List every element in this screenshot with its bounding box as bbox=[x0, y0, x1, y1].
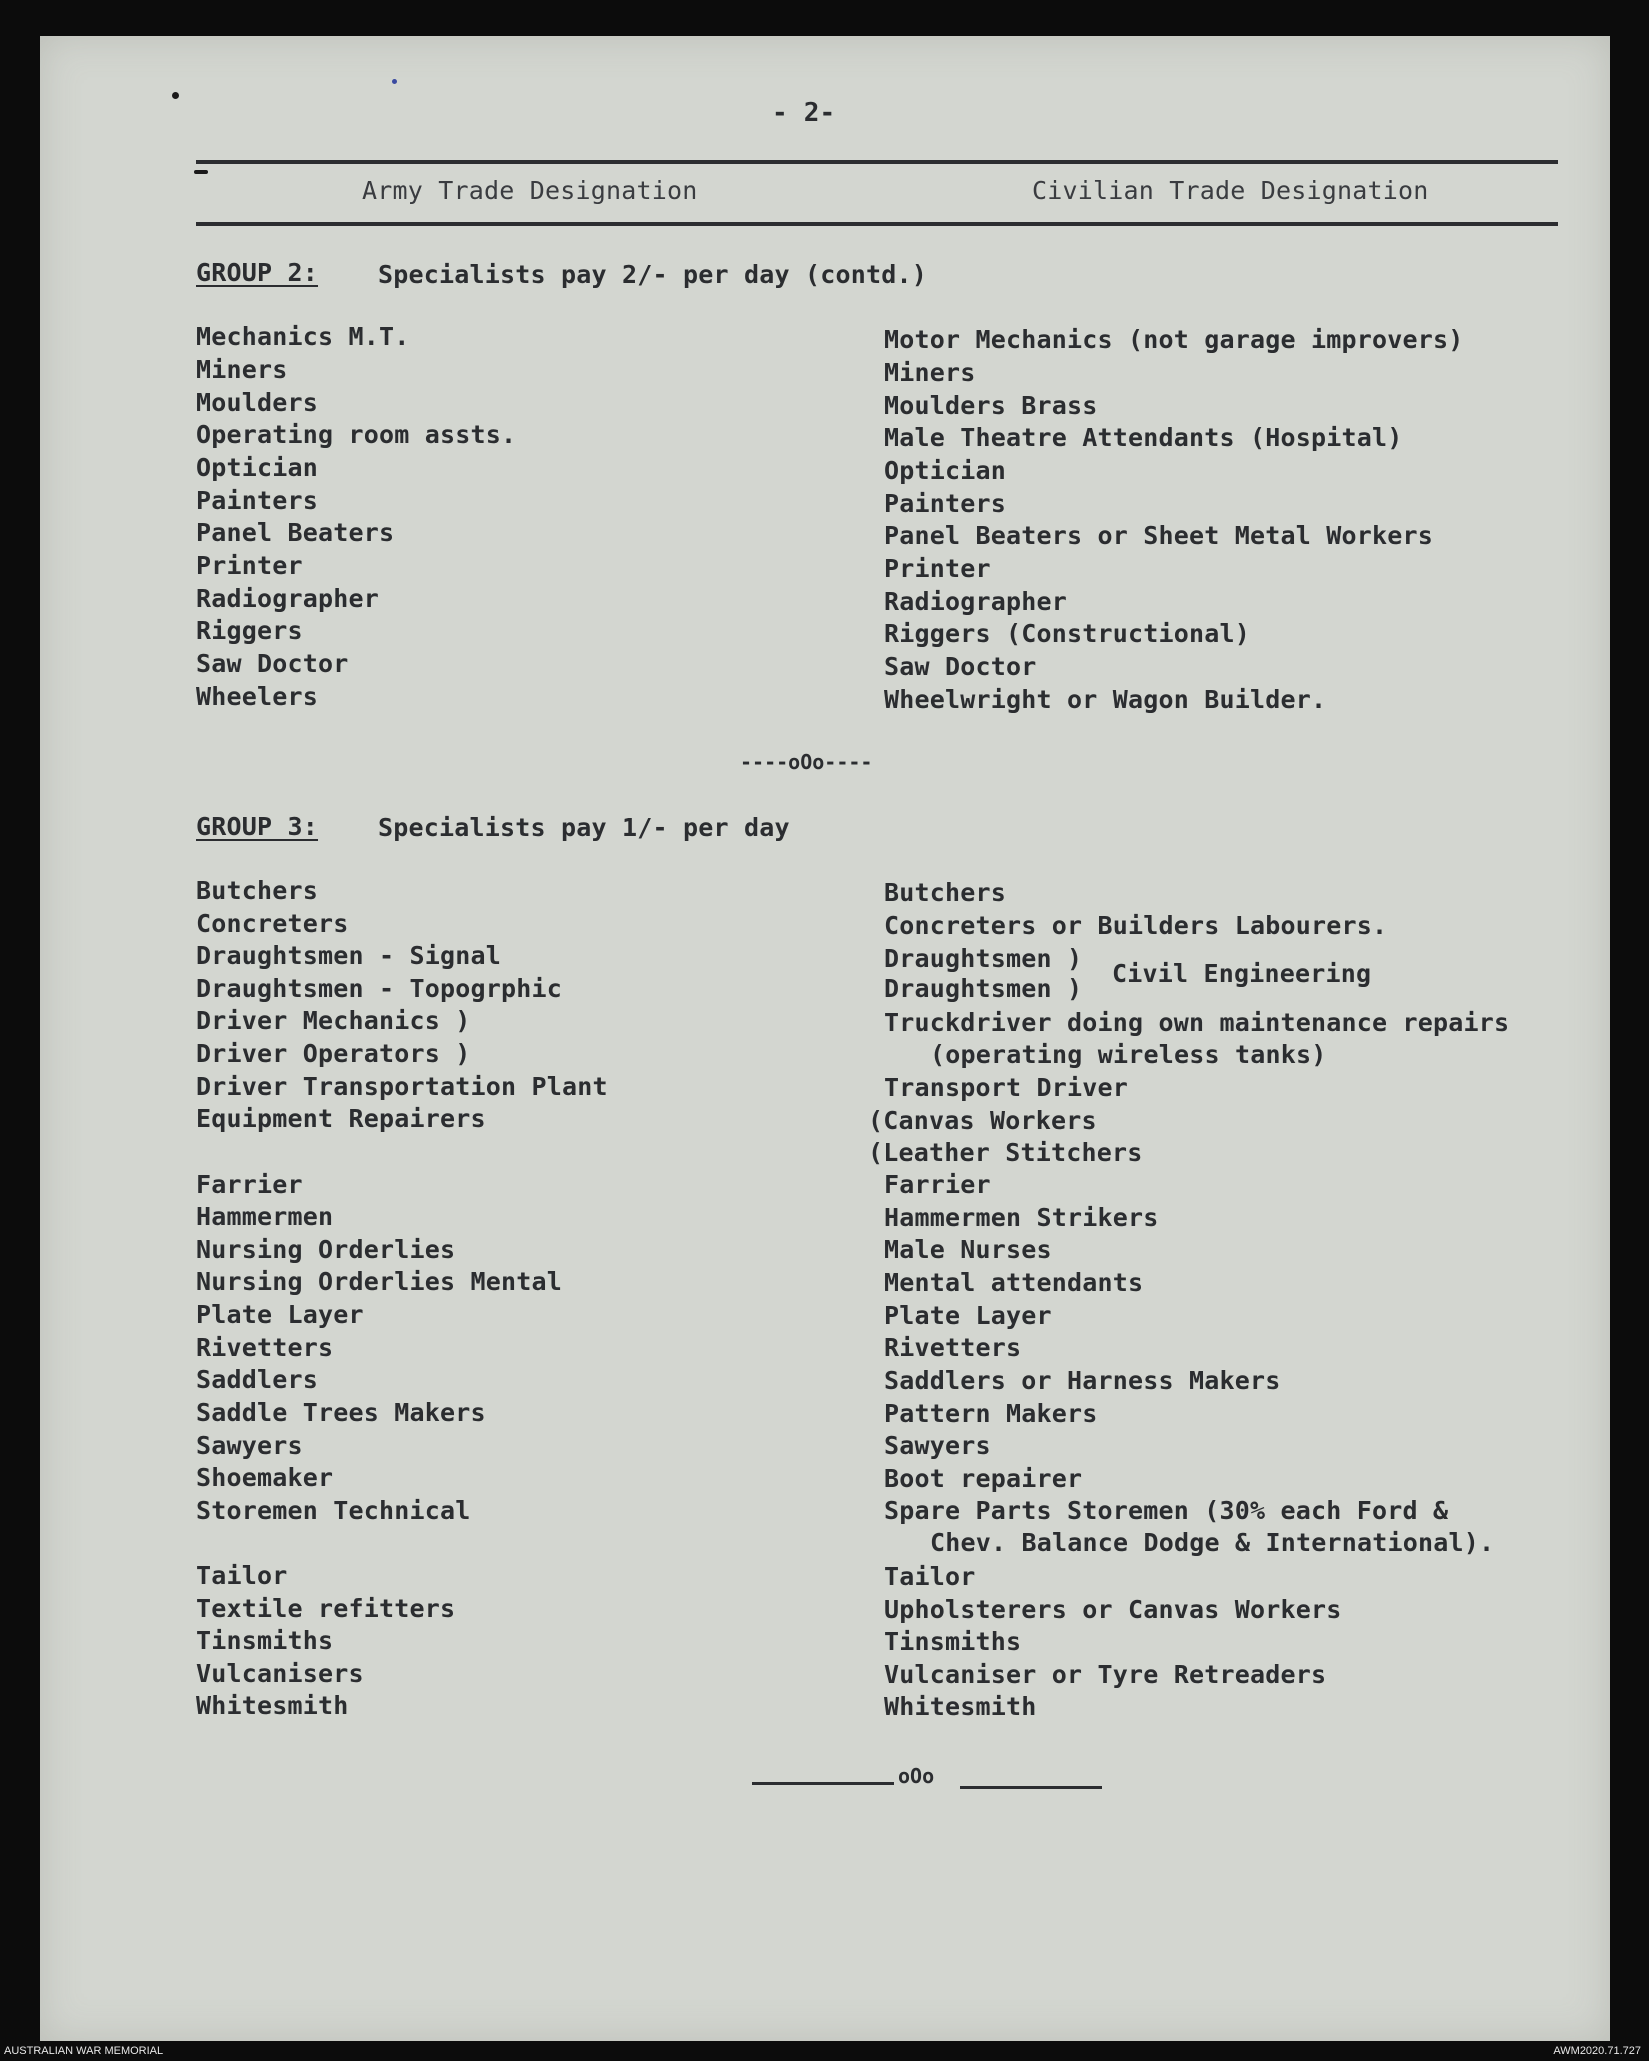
list-item: Optician bbox=[884, 456, 1007, 485]
archive-reference: AWM2020.71.727 bbox=[1553, 2045, 1641, 2057]
list-item: Tailor bbox=[884, 1562, 976, 1591]
ink-mark bbox=[194, 170, 208, 174]
list-item: Optician bbox=[196, 453, 319, 482]
list-item: Moulders Brass bbox=[884, 391, 1098, 420]
list-item: Printer bbox=[884, 554, 991, 583]
list-item: (Canvas Workers bbox=[868, 1106, 1097, 1135]
list-item: Draughtsmen ) bbox=[884, 974, 1083, 1003]
list-item: Miners bbox=[884, 358, 976, 387]
list-item: Draughtsmen - Topogrphic bbox=[196, 974, 563, 1003]
list-item: Nursing Orderlies Mental bbox=[196, 1267, 563, 1296]
list-item: Butchers bbox=[884, 878, 1007, 907]
army-column-header: Army Trade Designation bbox=[362, 176, 698, 205]
list-item: Driver Transportation Plant bbox=[196, 1072, 608, 1101]
list-item: Motor Mechanics (not garage improvers) bbox=[884, 325, 1464, 354]
group3-label: GROUP 3: bbox=[196, 812, 319, 841]
header-bottom-rule bbox=[196, 222, 1558, 226]
list-item: Riggers bbox=[196, 616, 303, 645]
archive-footer bbox=[0, 2041, 1649, 2061]
list-item: Painters bbox=[196, 486, 319, 515]
end-separator-right-rule bbox=[960, 1786, 1102, 1789]
list-item: Moulders bbox=[196, 388, 319, 417]
list-item: Saw Doctor bbox=[884, 652, 1037, 681]
list-item: Mechanics M.T. bbox=[196, 322, 410, 351]
list-item: Textile refitters bbox=[196, 1594, 456, 1623]
group3-description: Specialists pay 1/- per day bbox=[378, 813, 790, 842]
list-item: Saddlers or Harness Makers bbox=[884, 1366, 1281, 1395]
archive-name: AUSTRALIAN WAR MEMORIAL bbox=[4, 2045, 164, 2057]
list-item: Plate Layer bbox=[884, 1301, 1052, 1330]
list-item: Saddlers bbox=[196, 1365, 319, 1394]
list-item: Radiographer bbox=[196, 584, 380, 613]
list-item: Sawyers bbox=[884, 1431, 991, 1460]
list-item: Tinsmiths bbox=[196, 1626, 334, 1655]
list-item: Riggers (Constructional) bbox=[884, 619, 1251, 648]
list-item: Sawyers bbox=[196, 1431, 303, 1460]
list-item: Draughtsmen ) bbox=[884, 944, 1083, 973]
list-item: Male Theatre Attendants (Hospital) bbox=[884, 423, 1403, 452]
list-item: Spare Parts Storemen (30% each Ford & bbox=[884, 1496, 1449, 1525]
list-item: Boot repairer bbox=[884, 1464, 1083, 1493]
list-item: (operating wireless tanks) bbox=[930, 1040, 1327, 1069]
list-item: Butchers bbox=[196, 876, 319, 905]
list-item: Nursing Orderlies bbox=[196, 1235, 456, 1264]
page-number: - 2- bbox=[772, 98, 836, 128]
list-item: Farrier bbox=[196, 1170, 303, 1199]
list-item: Equipment Repairers bbox=[196, 1104, 486, 1133]
list-item: Male Nurses bbox=[884, 1235, 1052, 1264]
list-item: Hammermen bbox=[196, 1202, 334, 1231]
list-item: Tinsmiths bbox=[884, 1627, 1022, 1656]
list-item: Painters bbox=[884, 489, 1007, 518]
list-item: Whitesmith bbox=[196, 1691, 349, 1720]
list-item: Vulcanisers bbox=[196, 1659, 364, 1688]
list-item: Concreters bbox=[196, 909, 349, 938]
list-item: Mental attendants bbox=[884, 1268, 1144, 1297]
list-item: Printer bbox=[196, 551, 303, 580]
list-item: Farrier bbox=[884, 1170, 991, 1199]
list-item: Operating room assts. bbox=[196, 420, 517, 449]
end-separator: oOo bbox=[898, 1764, 935, 1788]
list-item: Radiographer bbox=[884, 587, 1068, 616]
list-item: Miners bbox=[196, 355, 288, 384]
list-item: Concreters or Builders Labourers. bbox=[884, 911, 1388, 940]
list-item: Civil Engineering bbox=[1112, 959, 1372, 988]
list-item: Chev. Balance Dodge & International). bbox=[930, 1528, 1495, 1557]
list-item: Draughtsmen - Signal bbox=[196, 941, 502, 970]
list-item: Pattern Makers bbox=[884, 1399, 1098, 1428]
list-item: Upholsterers or Canvas Workers bbox=[884, 1595, 1342, 1624]
group2-description: Specialists pay 2/- per day (contd.) bbox=[378, 260, 928, 289]
list-item: Transport Driver bbox=[884, 1073, 1129, 1102]
list-item: Rivetters bbox=[884, 1333, 1022, 1362]
header-top-rule bbox=[196, 160, 1558, 164]
list-item: Driver Mechanics ) bbox=[196, 1006, 471, 1035]
list-item: Panel Beaters bbox=[196, 518, 395, 547]
list-item: Rivetters bbox=[196, 1333, 334, 1362]
group2-label: GROUP 2: bbox=[196, 258, 319, 287]
ink-mark bbox=[392, 79, 397, 84]
list-item: Plate Layer bbox=[196, 1300, 364, 1329]
list-item: Saw Doctor bbox=[196, 649, 349, 678]
list-item: Wheelers bbox=[196, 682, 319, 711]
list-item: Tailor bbox=[196, 1561, 288, 1590]
list-item: Panel Beaters or Sheet Metal Workers bbox=[884, 521, 1434, 550]
civilian-column-header: Civilian Trade Designation bbox=[1032, 176, 1429, 205]
list-item: Shoemaker bbox=[196, 1463, 334, 1492]
list-item: Wheelwright or Wagon Builder. bbox=[884, 685, 1327, 714]
list-item: Driver Operators ) bbox=[196, 1039, 471, 1068]
end-separator-left-rule bbox=[752, 1782, 894, 1785]
list-item: Storemen Technical bbox=[196, 1496, 471, 1525]
ink-mark bbox=[172, 92, 179, 99]
list-item: Truckdriver doing own maintenance repairs bbox=[884, 1008, 1510, 1037]
list-item: Saddle Trees Makers bbox=[196, 1398, 486, 1427]
list-item: Vulcaniser or Tyre Retreaders bbox=[884, 1660, 1327, 1689]
section-separator: ----oOo---- bbox=[740, 750, 873, 774]
list-item: Whitesmith bbox=[884, 1692, 1037, 1721]
list-item: Hammermen Strikers bbox=[884, 1203, 1159, 1232]
list-item: (Leather Stitchers bbox=[868, 1138, 1143, 1167]
